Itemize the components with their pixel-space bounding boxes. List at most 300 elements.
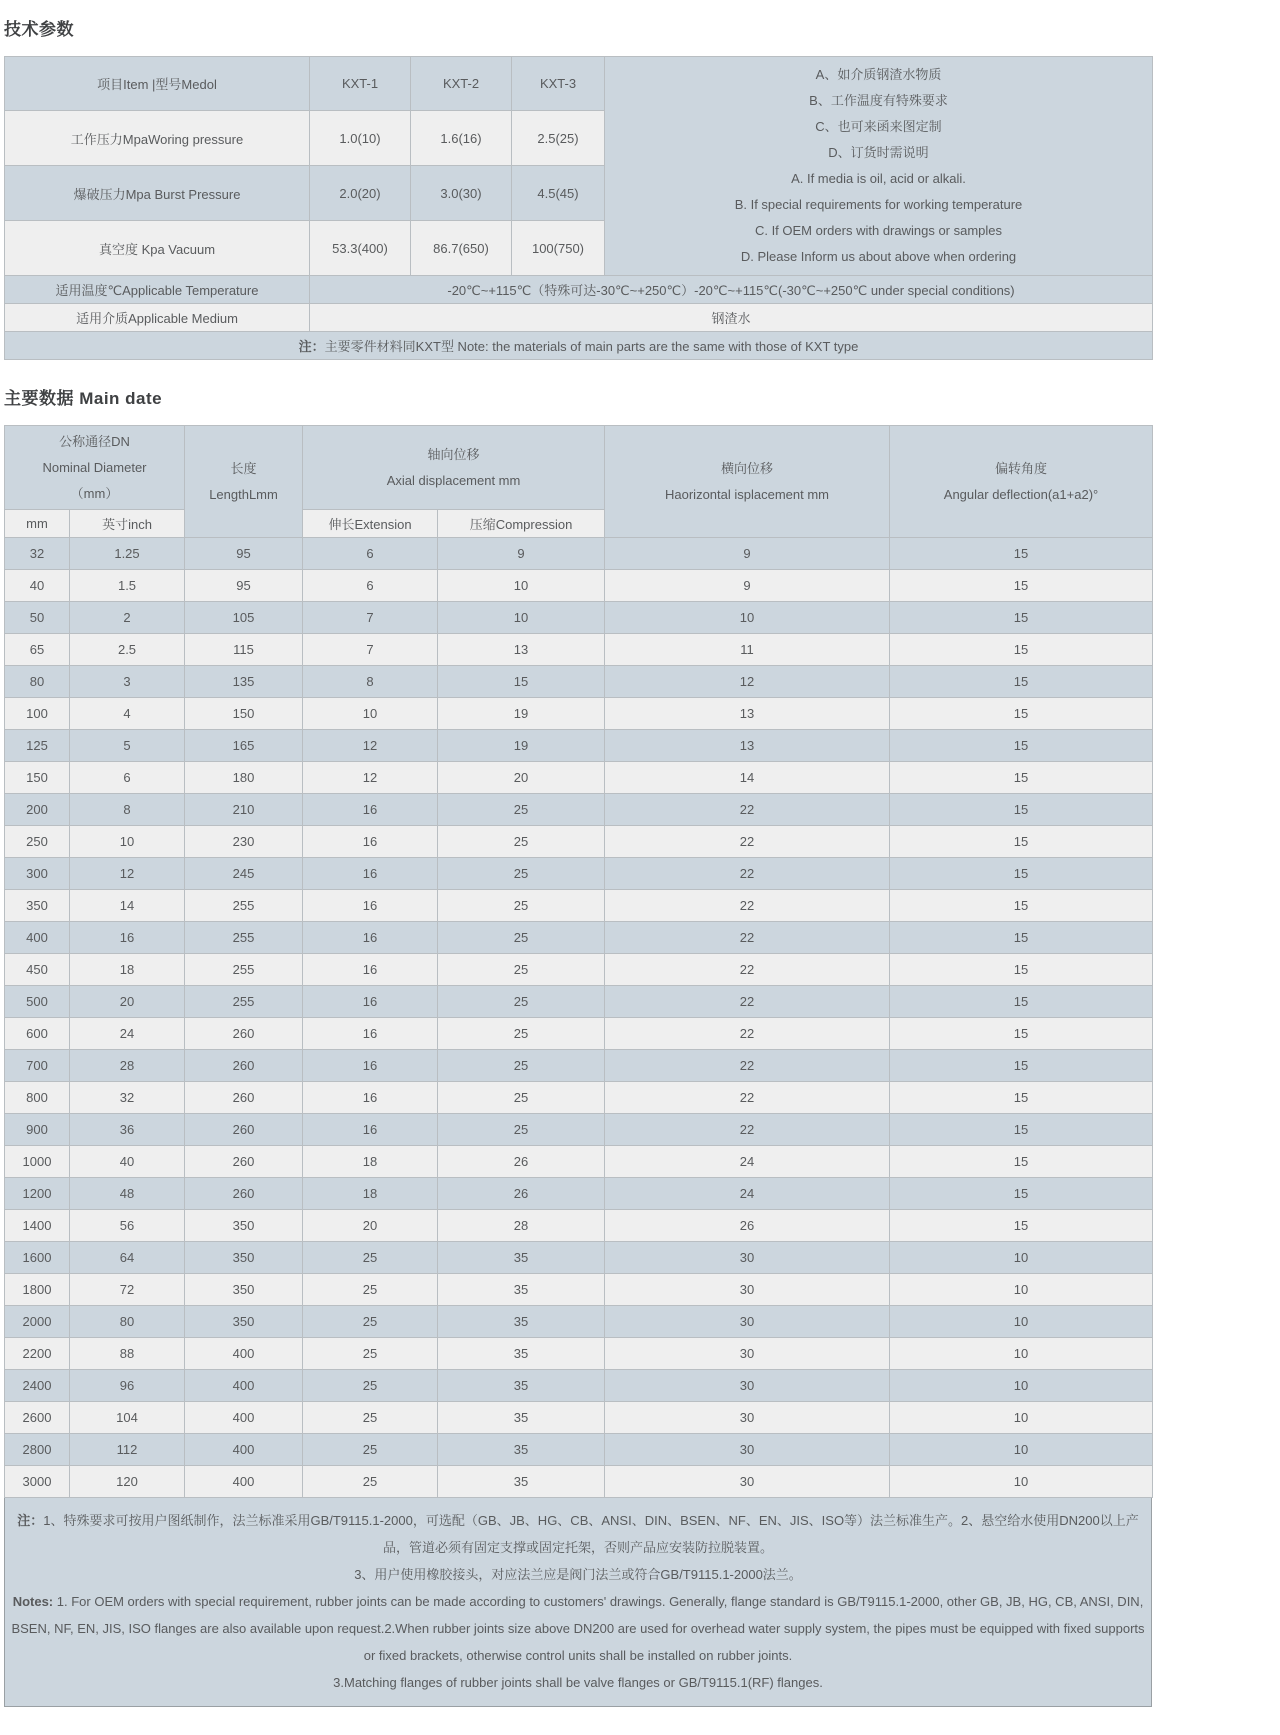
table-row: [5, 634, 1153, 666]
table-cell: 2000: [5, 1306, 70, 1338]
table-cell: 25: [303, 1370, 438, 1402]
table-cell: 25: [438, 922, 605, 954]
table-row: [5, 1402, 1153, 1434]
table-cell: 35: [438, 1466, 605, 1498]
main-data-title: 主要数据 Main date: [4, 389, 163, 408]
table-cell: 1.25: [70, 538, 185, 570]
table-row: [5, 602, 1153, 634]
table-cell: 15: [890, 762, 1153, 794]
table-cell: 13: [605, 730, 890, 762]
table-cell: 16: [303, 890, 438, 922]
length-header: [185, 426, 303, 538]
table-cell: 25: [303, 1402, 438, 1434]
table-cell: 2: [70, 602, 185, 634]
table-cell: 72: [70, 1274, 185, 1306]
table-cell: 10: [890, 1274, 1153, 1306]
table-cell: 10: [605, 602, 890, 634]
table-cell: 260: [185, 1146, 303, 1178]
table-cell: 2200: [5, 1338, 70, 1370]
table-cell: 10: [303, 698, 438, 730]
table-cell: 245: [185, 858, 303, 890]
nominal-diameter-header: [5, 426, 185, 510]
table-cell: 900: [5, 1114, 70, 1146]
table-row: [5, 1050, 1153, 1082]
table-row: [5, 1018, 1153, 1050]
table-cell: 28: [438, 1210, 605, 1242]
table-cell: 6: [303, 538, 438, 570]
table-row: [5, 666, 1153, 698]
table-cell: 15: [890, 1050, 1153, 1082]
vacuum-label: 真空度 Kpa Vacuum: [5, 221, 310, 276]
table-row: [5, 1146, 1153, 1178]
table-cell: 16: [303, 826, 438, 858]
table-cell: 15: [890, 666, 1153, 698]
table-cell: 15: [890, 954, 1153, 986]
vacuum-kxt1: 53.3(400): [310, 221, 411, 276]
table-row: [5, 570, 1153, 602]
table-cell: 25: [303, 1306, 438, 1338]
burst-pressure-kxt1: 2.0(20): [310, 166, 411, 221]
table-cell: 15: [890, 1178, 1153, 1210]
table-cell: 15: [890, 1146, 1153, 1178]
subheader-extension: 伸长Extension: [303, 510, 438, 538]
table-cell: 19: [438, 698, 605, 730]
table-cell: 22: [605, 858, 890, 890]
table-cell: 115: [185, 634, 303, 666]
table-cell: 8: [70, 794, 185, 826]
table-row: [5, 826, 1153, 858]
table-cell: 2600: [5, 1402, 70, 1434]
table-cell: 2.5: [70, 634, 185, 666]
table-cell: 350: [185, 1306, 303, 1338]
table-row: [5, 922, 1153, 954]
table-cell: 2800: [5, 1434, 70, 1466]
table-cell: 24: [605, 1146, 890, 1178]
table-cell: 12: [303, 762, 438, 794]
table-row: [5, 858, 1153, 890]
table-cell: 8: [303, 666, 438, 698]
table-cell: 26: [438, 1178, 605, 1210]
footer-notes-en: [10, 1588, 1146, 1669]
footer-notes-en-text: 1. For OEM orders with special requirement, rubber joints can be made according to customers' drawings. Generally, flange standard is GB/T9115.1-2000, other GB, JB, HG, CB, ANSI, DIN, BSEN, NF, EN, JIS, ISO flanges are also available upon request.2.When rubber joints size above DN200 are used for overhead water supply system, the pipes must be equipped with fixed supports or fixed brackets, otherwise control units shall be installed on rubber joints.: [11, 1594, 1145, 1663]
table-cell: 260: [185, 1178, 303, 1210]
ordering-note-line: C、也可来函来图定制: [815, 119, 942, 134]
item-model-header: 项目Item |型号Medol: [5, 57, 310, 111]
table-cell: 255: [185, 986, 303, 1018]
table-cell: 13: [438, 634, 605, 666]
table-cell: 255: [185, 890, 303, 922]
table-cell: 95: [185, 570, 303, 602]
main-data-table-body: [5, 538, 1153, 1498]
table-cell: 16: [303, 1018, 438, 1050]
table-cell: 150: [185, 698, 303, 730]
table-cell: 22: [605, 794, 890, 826]
table-cell: 260: [185, 1050, 303, 1082]
table-cell: 10: [890, 1466, 1153, 1498]
table-cell: 30: [605, 1434, 890, 1466]
table-cell: 350: [5, 890, 70, 922]
table-cell: 10: [890, 1370, 1153, 1402]
vacuum-kxt3: 100(750): [512, 221, 605, 276]
table-cell: 300: [5, 858, 70, 890]
table-cell: 20: [303, 1210, 438, 1242]
table-cell: 48: [70, 1178, 185, 1210]
table-cell: 16: [303, 922, 438, 954]
model-header-kxt1: KXT-1: [310, 57, 411, 111]
table-cell: 35: [438, 1370, 605, 1402]
table-cell: 15: [438, 666, 605, 698]
table-cell: 14: [70, 890, 185, 922]
table-cell: 25: [438, 1114, 605, 1146]
table-row: [5, 1178, 1153, 1210]
table-cell: 15: [890, 794, 1153, 826]
table-cell: 25: [303, 1274, 438, 1306]
table-cell: 30: [605, 1242, 890, 1274]
table-cell: 6: [303, 570, 438, 602]
materials-note-text: 主要零件材料同KXT型 Note: the materials of main parts are the same with those of KXT type: [324, 339, 859, 354]
table-cell: 18: [70, 954, 185, 986]
table-cell: 100: [5, 698, 70, 730]
burst-pressure-label: 爆破压力Mpa Burst Pressure: [5, 166, 310, 221]
medium-value: 钢渣水: [310, 304, 1153, 332]
medium-label: 适用介质Applicable Medium: [5, 304, 310, 332]
table-cell: 56: [70, 1210, 185, 1242]
nominal-diameter-en: Nominal Diameter: [42, 459, 147, 475]
footer-notes-en-lead: Notes:: [12, 1594, 54, 1609]
table-cell: 400: [185, 1338, 303, 1370]
burst-pressure-kxt3: 4.5(45): [512, 166, 605, 221]
table-cell: 15: [890, 1210, 1153, 1242]
table-cell: 135: [185, 666, 303, 698]
table-cell: 105: [185, 602, 303, 634]
table-cell: 400: [185, 1434, 303, 1466]
table-cell: 22: [605, 826, 890, 858]
table-cell: 3: [70, 666, 185, 698]
table-cell: 19: [438, 730, 605, 762]
table-row: [5, 1370, 1153, 1402]
table-cell: 80: [70, 1306, 185, 1338]
table-row: [5, 304, 1153, 332]
table-cell: 25: [303, 1466, 438, 1498]
table-cell: 15: [890, 602, 1153, 634]
table-cell: 25: [438, 1050, 605, 1082]
table-row: [5, 276, 1153, 304]
working-pressure-kxt2: 1.6(16): [411, 111, 512, 166]
table-cell: 25: [438, 794, 605, 826]
footer-notes-cn-lead: 注：: [17, 1513, 44, 1528]
ordering-note-line: A. If media is oil, acid or alkali.: [791, 171, 966, 186]
table-cell: 30: [605, 1370, 890, 1402]
ordering-note-line: A、如介质钢渣水物质: [815, 67, 942, 82]
table-row: [5, 1338, 1153, 1370]
table-row: [5, 1274, 1153, 1306]
table-row: [5, 1242, 1153, 1274]
table-cell: 2400: [5, 1370, 70, 1402]
table-cell: 50: [5, 602, 70, 634]
footer-notes-en-line3: 3.Matching flanges of rubber joints shall be valve flanges or GB/T9115.1(RF) flanges.: [333, 1675, 823, 1690]
table-cell: 250: [5, 826, 70, 858]
angular-deflection-header: [890, 426, 1153, 538]
subheader-mm: mm: [5, 510, 70, 538]
table-row: [5, 986, 1153, 1018]
table-cell: 200: [5, 794, 70, 826]
table-cell: 25: [438, 986, 605, 1018]
footer-notes-cn-line3: 3、用户使用橡胶接头，对应法兰应是阀门法兰或符合GB/T9115.1-2000法兰。: [354, 1567, 802, 1582]
table-cell: 15: [890, 730, 1153, 762]
table-cell: 12: [70, 858, 185, 890]
table-cell: 350: [185, 1242, 303, 1274]
tech-params-title: 技术参数: [4, 20, 74, 39]
table-cell: 180: [185, 762, 303, 794]
table-cell: 350: [185, 1274, 303, 1306]
table-cell: 25: [303, 1434, 438, 1466]
table-cell: 26: [605, 1210, 890, 1242]
burst-pressure-kxt2: 3.0(30): [411, 166, 512, 221]
table-cell: 1400: [5, 1210, 70, 1242]
table-cell: 125: [5, 730, 70, 762]
table-cell: 18: [303, 1146, 438, 1178]
table-row: [5, 762, 1153, 794]
table-cell: 65: [5, 634, 70, 666]
ordering-note-line: C. If OEM orders with drawings or samples: [754, 223, 1003, 238]
working-pressure-kxt3: 2.5(25): [512, 111, 605, 166]
ordering-note-line: B. If special requirements for working temperature: [734, 197, 1023, 212]
table-cell: 16: [303, 1082, 438, 1114]
table-cell: 25: [438, 1018, 605, 1050]
table-cell: 15: [890, 634, 1153, 666]
vacuum-kxt2: 86.7(650): [411, 221, 512, 276]
table-cell: 32: [70, 1082, 185, 1114]
ordering-notes-cell: [605, 57, 1153, 276]
table-cell: 96: [70, 1370, 185, 1402]
table-cell: 10: [890, 1242, 1153, 1274]
table-cell: 10: [70, 826, 185, 858]
table-row: [5, 57, 1153, 111]
table-cell: 22: [605, 922, 890, 954]
table-cell: 40: [70, 1146, 185, 1178]
table-cell: 22: [605, 1114, 890, 1146]
table-cell: 600: [5, 1018, 70, 1050]
table-cell: 4: [70, 698, 185, 730]
table-cell: 1.5: [70, 570, 185, 602]
table-cell: 16: [303, 1050, 438, 1082]
table-cell: 10: [890, 1338, 1153, 1370]
table-cell: 120: [70, 1466, 185, 1498]
table-cell: 30: [605, 1306, 890, 1338]
subheader-compression: 压缩Compression: [438, 510, 605, 538]
footer-notes: [4, 1498, 1152, 1707]
table-cell: 12: [605, 666, 890, 698]
table-cell: 16: [303, 858, 438, 890]
materials-note-lead: 注：: [298, 339, 325, 354]
table-cell: 7: [303, 634, 438, 666]
lateral-displacement-en: Haorizontal isplacement mm: [665, 486, 830, 502]
table-cell: 15: [890, 826, 1153, 858]
table-cell: 255: [185, 922, 303, 954]
table-cell: 35: [438, 1306, 605, 1338]
table-cell: 22: [605, 1082, 890, 1114]
table-cell: 1200: [5, 1178, 70, 1210]
table-cell: 25: [303, 1338, 438, 1370]
table-row: [5, 698, 1153, 730]
table-cell: 16: [70, 922, 185, 954]
table-cell: 24: [605, 1178, 890, 1210]
table-cell: 260: [185, 1018, 303, 1050]
table-cell: 80: [5, 666, 70, 698]
table-cell: 15: [890, 922, 1153, 954]
table-cell: 450: [5, 954, 70, 986]
table-cell: 15: [890, 858, 1153, 890]
table-cell: 64: [70, 1242, 185, 1274]
table-cell: 30: [605, 1338, 890, 1370]
table-row: [5, 1082, 1153, 1114]
table-cell: 35: [438, 1274, 605, 1306]
table-cell: 35: [438, 1402, 605, 1434]
table-cell: 25: [438, 858, 605, 890]
ordering-note-line: D、订货时需说明: [828, 145, 929, 160]
table-cell: 25: [303, 1242, 438, 1274]
temperature-value: -20℃~+115℃（特殊可达-30℃~+250℃）-20℃~+115℃(-30℃~+250℃ under special conditions): [310, 276, 1153, 304]
table-cell: 400: [5, 922, 70, 954]
table-cell: 35: [438, 1434, 605, 1466]
table-cell: 800: [5, 1082, 70, 1114]
table-cell: 18: [303, 1178, 438, 1210]
table-row: [5, 890, 1153, 922]
table-row: [5, 730, 1153, 762]
main-data-table: [4, 425, 1153, 1498]
table-cell: 230: [185, 826, 303, 858]
table-cell: 3000: [5, 1466, 70, 1498]
table-cell: 25: [438, 826, 605, 858]
ordering-note-line: B、工作温度有特殊要求: [809, 93, 948, 108]
table-cell: 260: [185, 1114, 303, 1146]
table-row: [5, 1466, 1153, 1498]
table-cell: 20: [438, 762, 605, 794]
table-row: [5, 794, 1153, 826]
footer-notes-cn: [10, 1507, 1146, 1561]
table-cell: 104: [70, 1402, 185, 1434]
table-cell: 150: [5, 762, 70, 794]
axial-displacement-header: [303, 426, 605, 510]
table-cell: 26: [438, 1146, 605, 1178]
ordering-note-line: D. Please Inform us about above when ordering: [740, 249, 1017, 264]
table-row: [5, 332, 1153, 360]
table-cell: 1600: [5, 1242, 70, 1274]
table-cell: 22: [605, 986, 890, 1018]
table-cell: 10: [890, 1434, 1153, 1466]
tech-params-table: [4, 56, 1153, 360]
table-row: [5, 1114, 1153, 1146]
table-cell: 12: [303, 730, 438, 762]
table-cell: 260: [185, 1082, 303, 1114]
working-pressure-label: 工作压力MpaWoring pressure: [5, 111, 310, 166]
table-cell: 10: [890, 1402, 1153, 1434]
table-cell: 255: [185, 954, 303, 986]
table-cell: 36: [70, 1114, 185, 1146]
table-cell: 16: [303, 1114, 438, 1146]
angular-deflection-cn: 偏转角度: [995, 460, 1048, 476]
table-cell: 35: [438, 1242, 605, 1274]
materials-note: [5, 332, 1153, 360]
table-cell: 9: [605, 538, 890, 570]
table-cell: 15: [890, 538, 1153, 570]
table-cell: 30: [605, 1466, 890, 1498]
axial-displacement-cn: 轴向位移: [427, 446, 480, 462]
table-cell: 10: [438, 570, 605, 602]
table-cell: 15: [890, 890, 1153, 922]
table-cell: 165: [185, 730, 303, 762]
table-cell: 210: [185, 794, 303, 826]
table-cell: 11: [605, 634, 890, 666]
table-cell: 1000: [5, 1146, 70, 1178]
table-cell: 5: [70, 730, 185, 762]
table-cell: 15: [890, 1018, 1153, 1050]
nominal-diameter-cn: 公称通径DN: [59, 433, 130, 449]
table-cell: 16: [303, 954, 438, 986]
table-cell: 10: [890, 1306, 1153, 1338]
table-cell: 30: [605, 1274, 890, 1306]
table-cell: 15: [890, 1082, 1153, 1114]
lateral-displacement-cn: 横向位移: [721, 460, 774, 476]
table-cell: 16: [303, 794, 438, 826]
table-cell: 20: [70, 986, 185, 1018]
table-cell: 25: [438, 890, 605, 922]
table-cell: 35: [438, 1338, 605, 1370]
table-cell: 10: [438, 602, 605, 634]
table-cell: 24: [70, 1018, 185, 1050]
table-cell: 13: [605, 698, 890, 730]
table-cell: 400: [185, 1402, 303, 1434]
table-cell: 350: [185, 1210, 303, 1242]
model-header-kxt2: KXT-2: [411, 57, 512, 111]
table-cell: 15: [890, 1114, 1153, 1146]
table-cell: 95: [185, 538, 303, 570]
table-row: [5, 1306, 1153, 1338]
lateral-displacement-header: [605, 426, 890, 538]
table-cell: 700: [5, 1050, 70, 1082]
table-cell: 400: [185, 1370, 303, 1402]
table-row: [5, 538, 1153, 570]
table-cell: 15: [890, 986, 1153, 1018]
axial-displacement-en: Axial displacement mm: [386, 472, 521, 488]
table-cell: 6: [70, 762, 185, 794]
table-cell: 9: [605, 570, 890, 602]
table-cell: 22: [605, 890, 890, 922]
table-cell: 15: [890, 698, 1153, 730]
table-row: [5, 1434, 1153, 1466]
footer-notes-cn-text: 1、特殊要求可按用户图纸制作，法兰标准采用GB/T9115.1-2000，可选配（GB、JB、HG、CB、ANSI、DIN、BSEN、NF、EN、JIS、ISO等）法兰标准生产。2、悬空给水使用DN200以上产品，管道必须有固定支撑或固定托架，否则产品应安装防拉脱装置。: [43, 1513, 1139, 1555]
table-cell: 15: [890, 570, 1153, 602]
table-cell: 32: [5, 538, 70, 570]
table-cell: 40: [5, 570, 70, 602]
table-cell: 400: [185, 1466, 303, 1498]
table-cell: 88: [70, 1338, 185, 1370]
temperature-label: 适用温度℃Applicable Temperature: [5, 276, 310, 304]
table-header-row: [5, 426, 1153, 510]
table-cell: 16: [303, 986, 438, 1018]
table-cell: 500: [5, 986, 70, 1018]
working-pressure-kxt1: 1.0(10): [310, 111, 411, 166]
table-row: [5, 954, 1153, 986]
table-cell: 22: [605, 1018, 890, 1050]
table-cell: 7: [303, 602, 438, 634]
length-header-cn: 长度: [230, 460, 257, 476]
table-cell: 22: [605, 1050, 890, 1082]
table-cell: 9: [438, 538, 605, 570]
table-cell: 22: [605, 954, 890, 986]
table-row: [5, 1210, 1153, 1242]
model-header-kxt3: KXT-3: [512, 57, 605, 111]
